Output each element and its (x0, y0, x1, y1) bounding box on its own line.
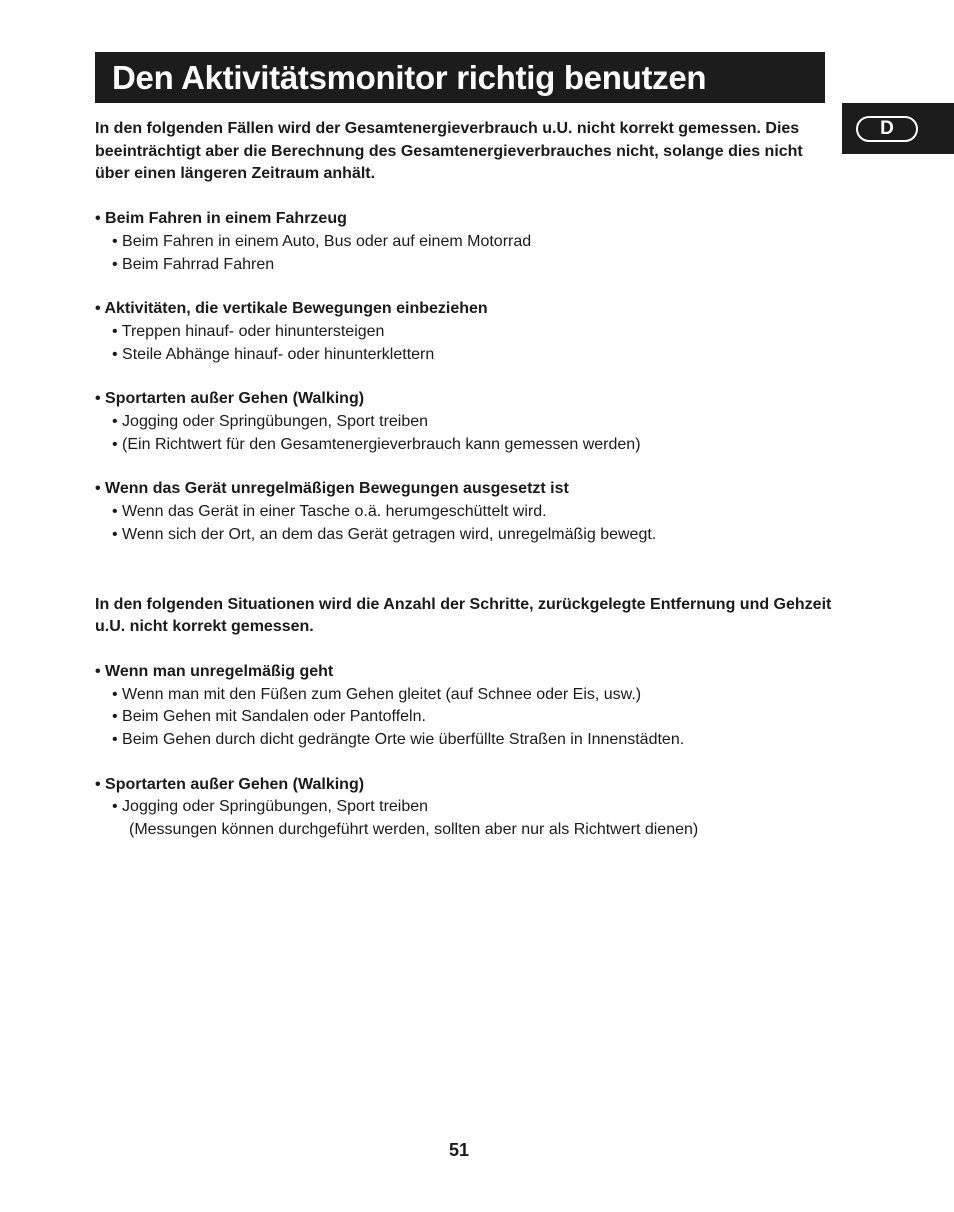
list-item: • (Ein Richtwert für den Gesamtenergieverbrauch kann gemessen werden) (112, 435, 641, 453)
section1-intro: In den folgenden Fällen wird der Gesamtenergieverbrauch u.U. nicht korrekt gemessen. Dies beeinträchtigt aber die Berechnung des Gesamtenergieverbrauches nicht, solange dies nicht über einen längeren Zeitraum anhält. (95, 120, 803, 183)
list-item: • Treppen hinauf- oder hinuntersteigen (112, 322, 385, 340)
list-item: • Jogging oder Springübungen, Sport treiben (112, 798, 429, 816)
list-item: • Wenn das Gerät in einer Tasche o.ä. herumgeschüttelt wird. (112, 503, 547, 521)
list-item: • Jogging oder Springübungen, Sport treiben (112, 413, 429, 431)
group-title: • Aktivitäten, die vertikale Bewegungen einbeziehen (95, 300, 488, 318)
section2-intro: In den folgenden Situationen wird die Anzahl der Schritte, zurückgelegte Entfernung und Gehzeit u.U. nicht korrekt gemessen. (95, 595, 832, 636)
page-title: Den Aktivitätsmonitor richtig benutzen (112, 59, 707, 96)
title-bar (95, 52, 825, 103)
language-label: D (856, 116, 918, 142)
language-tab (842, 103, 954, 154)
list-item-continuation: (Messungen können durchgeführt werden, sollten aber nur als Richtwert dienen) (129, 821, 699, 839)
list-item: • Beim Gehen mit Sandalen oder Pantoffeln. (112, 708, 426, 726)
list-item: • Beim Gehen durch dicht gedrängte Orte wie überfüllte Straßen in Innenstädten. (112, 731, 685, 749)
group-title: • Sportarten außer Gehen (Walking) (95, 390, 365, 408)
list-group (95, 774, 835, 842)
list-group (95, 388, 835, 456)
list-item: • Beim Fahrrad Fahren (112, 255, 275, 273)
group-title: • Beim Fahren in einem Fahrzeug (95, 210, 347, 228)
page-number: 51 (448, 1140, 470, 1160)
list-group (95, 478, 835, 546)
group-title: • Wenn das Gerät unregelmäßigen Bewegungen ausgesetzt ist (95, 480, 569, 498)
main-content (95, 118, 835, 842)
list-item: • Wenn sich der Ort, an dem das Gerät getragen wird, unregelmäßig bewegt. (112, 525, 657, 543)
list-group (95, 298, 835, 366)
list-item: • Wenn man mit den Füßen zum Gehen gleitet (auf Schnee oder Eis, usw.) (112, 685, 642, 703)
list-group (95, 661, 835, 752)
list-group (95, 208, 835, 276)
list-item: • Steile Abhänge hinauf- oder hinunterklettern (112, 345, 435, 363)
group-title: • Sportarten außer Gehen (Walking) (95, 775, 365, 793)
list-item: • Beim Fahren in einem Auto, Bus oder auf einem Motorrad (112, 232, 532, 250)
group-title: • Wenn man unregelmäßig geht (95, 662, 334, 680)
